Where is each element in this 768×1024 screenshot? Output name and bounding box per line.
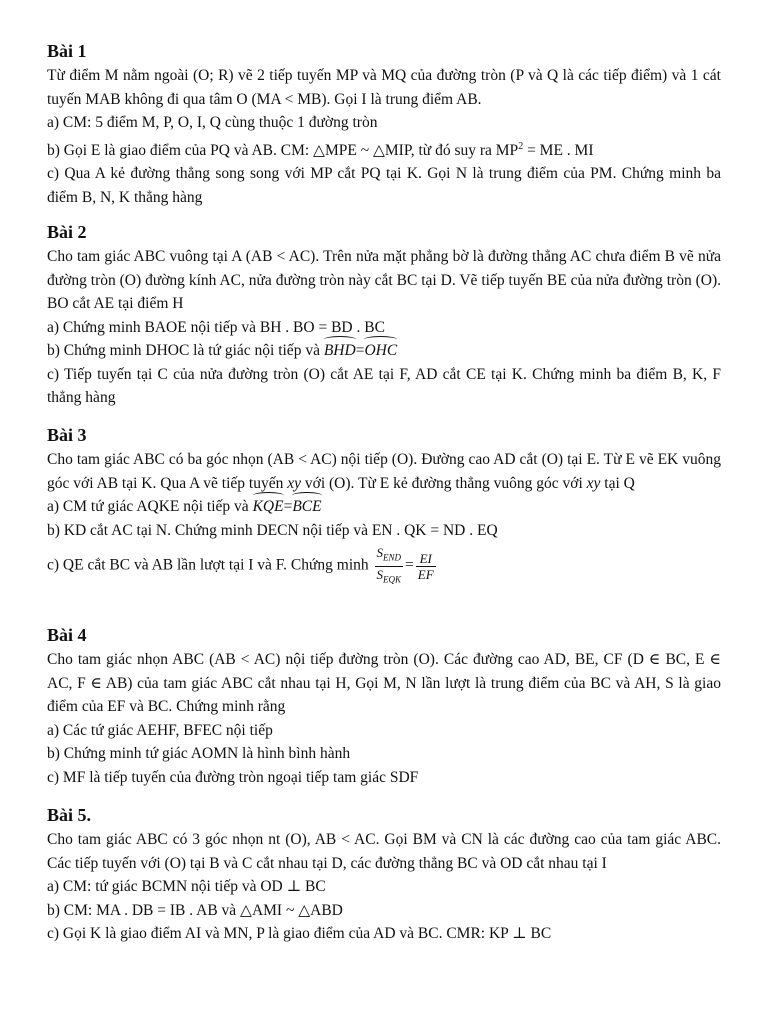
problem-3-statement-text: Cho tam giác ABC có ba góc nhọn (AB < AC) nội tiếp (O). Đường cao AD cắt (O) tại E. Từ E vẽ EK vuông góc với AB tại K. Qua A vẽ tiếp tuyến [47,451,721,492]
problem-3-part-c-text: c) QE cắt BC và AB lần lượt tại I và F. Chứng minh [47,556,373,574]
fraction-denominator: EF [417,566,434,582]
problem-3-part-a [47,495,721,519]
equals-sign: = [355,342,365,359]
problem-4 [47,624,721,789]
problem-2-title: Bài 2 [47,222,87,242]
problem-1-part-b-text: b) Gọi E là giao điểm của PQ và AB. CM: △MPE ~ △MIP, từ đó suy ra MP [47,141,519,159]
problem-2-part-b [47,339,721,363]
problem-3-part-b: b) KD cắt AC tại N. Chứng minh DECN nội tiếp và EN . QK = ND . EQ [47,521,498,539]
fraction-numerator [375,545,404,567]
problem-3-statement-mid: với (O). Từ E kẻ đường thẳng vuông góc với [301,474,587,492]
problem-1-title: Bài 1 [47,41,87,61]
subscript-eqk: EQK [383,574,402,585]
problem-1-part-a: a) CM: 5 điểm M, P, O, I, Q cùng thuộc 1 đường tròn [47,114,378,131]
problem-1-part-b-tail: = ME . MI [523,141,594,159]
fraction-numerator: EI [416,551,436,567]
problem-2-part-a: a) Chứng minh BAOE nội tiếp và BH . BO = BD . BC [47,318,385,336]
problem-4-part-a: a) Các tứ giác AEHF, BFEC nội tiếp [47,721,273,739]
arc-bce: BCE [292,495,321,519]
arc-bhd: BHD [324,339,356,363]
fraction-area-ratio [375,545,404,587]
problem-1-part-c: c) Qua A kẻ đường thẳng song song với MP cắt PQ tại K. Gọi N là trung điểm của PM. Chứng minh ba điểm B, N, K thẳng hàng [47,165,721,206]
problem-3-part-a-text: a) CM tứ giác AQKE nội tiếp và [47,498,253,515]
fraction-segment-ratio [416,551,436,582]
fraction-denominator [375,567,404,588]
problem-3-title: Bài 3 [47,425,87,445]
problem-3-statement-tail: tại Q [600,474,635,492]
problem-1-part-b-exponent: 2 [518,140,524,152]
problem-3-part-c [47,545,721,587]
equals-sign: = [283,498,293,515]
arc-kqe: KQE [253,495,284,519]
problem-5-statement: Cho tam giác ABC có 3 góc nhọn nt (O), AB < AC. Gọi BM và CN là các đường cao của tam giác ABC. Các tiếp tuyến với (O) tại B và C cắt nhau tại D, các đường thẳng BC và OD cắt nhau tại I [47,831,721,872]
line-xy: xy [287,474,302,492]
problem-2 [47,221,721,410]
problem-5-part-a: a) CM: tứ giác BCMN nội tiếp và OD ⊥ BC [47,878,326,895]
equals-sign: = [405,556,414,574]
problem-4-part-b: b) Chứng minh tứ giác AOMN là hình bình hành [47,745,351,762]
problem-5-title: Bài 5. [47,805,92,825]
subscript-end: END [383,552,402,563]
problem-2-part-c: c) Tiếp tuyến tại C của nửa đường tròn (O) cắt AE tại F, AD cắt CE tại K. Chứng minh ba điểm B, K, F thẳng hàng [47,365,721,406]
problem-4-statement: Cho tam giác nhọn ABC (AB < AC) nội tiếp đường tròn (O). Các đường cao AD, BE, CF (D ∈ BC, E ∈ AC, F ∈ AB) của tam giác ABC cắt nhau tại H, Gọi M, N lần lượt là trung điểm của BC và AH, S là giao điểm của EF và BC. Chứng minh rằng [47,651,721,715]
symbol-s: S [376,566,384,582]
problem-5-part-b: b) CM: MA . DB = IB . AB và △AMI ~ △ABD [47,901,343,919]
arc-ohc: OHC [364,339,397,363]
problem-5-part-c: c) Gọi K là giao điểm AI và MN, P là giao điểm của AD và BC. CMR: KP ⊥ BC [47,925,552,942]
symbol-s: S [376,545,384,560]
problem-4-part-c: c) MF là tiếp tuyến của đường tròn ngoại tiếp tam giác SDF [47,768,419,786]
problem-4-title: Bài 4 [47,625,87,645]
problem-1 [47,40,721,209]
problem-3-statement [47,448,721,495]
problem-1-part-b [47,135,721,163]
problem-3 [47,424,721,587]
problem-1-statement: Từ điểm M nằm ngoài (O; R) vẽ 2 tiếp tuyến MP và MQ của đường tròn (P và Q là các tiếp điểm) và 1 cát tuyến MAB không đi qua tâm O (MA < MB). Gọi I là trung điểm AB. [47,67,721,108]
problem-2-part-b-text: b) Chứng minh DHOC là tứ giác nội tiếp và [47,342,324,359]
line-xy-2: xy [586,474,601,492]
problem-2-statement: Cho tam giác ABC vuông tại A (AB < AC). Trên nửa mặt phẳng bờ là đường thẳng AC chưa điểm B vẽ nửa đường tròn (O) đường kính AC, nửa đường tròn này cắt BC tại D. Vẽ tiếp tuyến BE của nửa đường tròn (O). BO cắt AE tại điểm H [47,248,721,312]
problem-5 [47,804,721,946]
